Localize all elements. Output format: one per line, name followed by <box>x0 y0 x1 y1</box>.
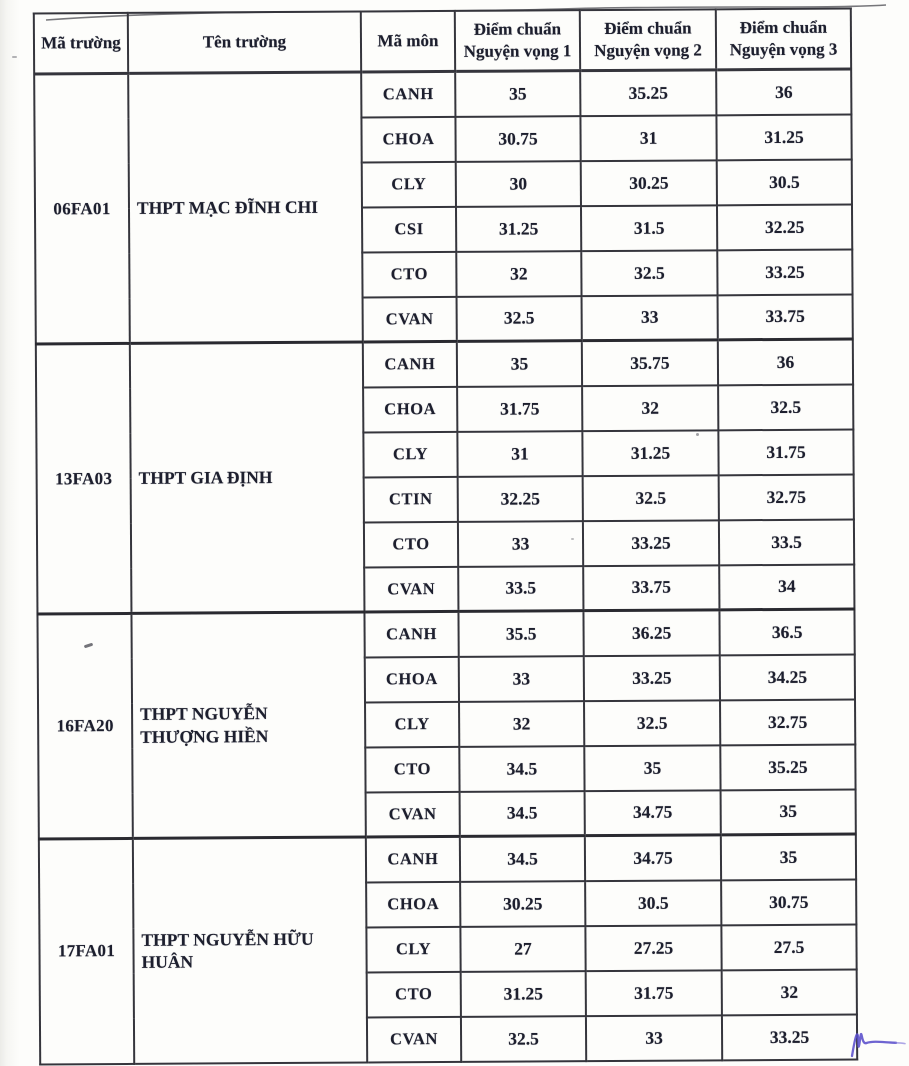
score-nv1-cell: 31 <box>457 431 582 477</box>
score-nv1-cell: 27 <box>460 926 585 972</box>
score-nv1-cell: 30 <box>456 161 581 207</box>
score-nv1-cell: 32 <box>456 251 581 297</box>
score-nv3-cell: 36 <box>718 339 853 385</box>
score-nv1-cell: 34.5 <box>460 836 585 882</box>
table-row <box>39 834 856 884</box>
subject-code-cell: CVAN <box>363 296 457 342</box>
score-nv3-cell: 32.5 <box>718 384 853 430</box>
score-nv2-cell: 33.25 <box>584 655 720 701</box>
score-nv3-cell: 31.75 <box>718 429 853 475</box>
subject-code-cell: CHOA <box>363 386 457 432</box>
score-nv2-cell: 35.75 <box>582 340 718 386</box>
score-nv3-cell: 31.25 <box>716 114 851 160</box>
score-nv1-cell: 34.5 <box>460 791 585 837</box>
subject-code-cell: CANH <box>361 71 455 117</box>
score-nv1-cell: 30.75 <box>455 116 580 162</box>
score-nv2-cell: 34.75 <box>585 835 721 881</box>
subject-code-cell: CTO <box>365 746 459 792</box>
header-score-nv3 <box>716 9 851 70</box>
subject-code-cell: CVAN <box>366 791 460 837</box>
score-nv3-cell: 36.5 <box>719 609 854 655</box>
score-nv3-cell: 35 <box>721 789 856 835</box>
school-code-cell: 16FA20 <box>37 613 132 839</box>
subject-code-cell: CLY <box>362 161 456 207</box>
table-header-row <box>34 9 851 74</box>
table-row <box>36 339 853 389</box>
scan-artifact <box>12 56 17 58</box>
header-score-nv1-line2: Nguyện vọng 1 <box>463 41 572 61</box>
score-nv1-cell: 32.25 <box>458 476 583 522</box>
school-name-cell: THPT NGUYỄN HỮU HUÂN <box>133 837 367 1063</box>
subject-code-cell: CVAN <box>367 1016 461 1062</box>
table-row <box>34 69 851 119</box>
subject-code-cell: CTO <box>364 521 458 567</box>
subject-code-cell: CLY <box>363 431 457 477</box>
score-nv2-cell: 30.25 <box>581 160 717 206</box>
header-score-nv2-line2: Nguyện vọng 2 <box>594 40 702 61</box>
score-nv3-cell: 34.25 <box>720 654 855 700</box>
score-nv1-cell: 30.25 <box>460 881 585 927</box>
subject-code-cell: CHOA <box>365 656 459 702</box>
score-nv2-cell: 31 <box>580 115 716 161</box>
school-code-cell: 13FA03 <box>36 343 132 614</box>
score-nv3-cell: 33.25 <box>717 249 852 295</box>
header-score-nv2 <box>580 9 716 70</box>
score-nv2-cell: 36.25 <box>583 610 719 656</box>
score-table <box>33 8 858 1065</box>
score-nv1-cell: 34.5 <box>459 746 584 792</box>
score-nv3-cell: 33.5 <box>719 519 854 565</box>
school-name-cell: THPT MẠC ĐĨNH CHI <box>128 72 363 343</box>
school-code-cell: 17FA01 <box>39 838 134 1064</box>
score-nv1-cell: 35.5 <box>458 611 583 657</box>
score-nv2-cell: 33 <box>586 1015 722 1061</box>
score-nv2-cell: 35 <box>584 745 720 791</box>
score-nv2-cell: 30.5 <box>585 880 721 926</box>
score-nv3-cell: 32.75 <box>720 699 855 745</box>
subject-code-cell: CTIN <box>364 476 458 522</box>
score-nv3-cell: 35 <box>721 834 856 880</box>
score-nv1-cell: 32.5 <box>461 1016 586 1062</box>
score-nv2-cell: 27.25 <box>585 925 721 971</box>
score-nv1-cell: 32.5 <box>457 296 582 342</box>
subject-code-cell: CLY <box>366 926 460 972</box>
score-nv2-cell: 31.25 <box>582 430 718 476</box>
header-score-nv1 <box>455 10 580 71</box>
score-nv3-cell: 32.25 <box>717 204 852 250</box>
score-nv1-cell: 31.25 <box>456 206 581 252</box>
header-school-code: Mã trường <box>34 13 128 74</box>
score-nv3-cell: 33.25 <box>722 1014 857 1060</box>
subject-code-cell: CVAN <box>364 566 458 612</box>
score-nv3-cell: 30.75 <box>721 879 856 925</box>
score-nv2-cell: 33.25 <box>583 520 719 566</box>
score-nv2-cell: 32.5 <box>583 475 719 521</box>
subject-code-cell: CANH <box>363 341 457 387</box>
score-nv1-cell: 33 <box>459 656 584 702</box>
header-score-nv3-line2: Nguyện vọng 3 <box>729 39 838 60</box>
score-nv1-cell: 35 <box>455 71 580 117</box>
header-school-name: Tên trường <box>128 12 361 74</box>
subject-code-cell: CSI <box>362 206 456 252</box>
score-nv2-cell: 34.75 <box>585 790 721 836</box>
table-row <box>37 609 854 659</box>
header-subject-code: Mã môn <box>361 11 455 72</box>
school-code-cell: 06FA01 <box>34 73 130 344</box>
subject-code-cell: CTO <box>362 251 456 297</box>
score-nv3-cell: 33.75 <box>718 294 853 340</box>
score-nv1-cell: 35 <box>457 341 582 387</box>
score-nv2-cell: 33 <box>582 295 718 341</box>
score-nv1-cell: 31.25 <box>461 971 586 1017</box>
score-nv3-cell: 35.25 <box>720 744 855 790</box>
header-score-nv1-line1: Điểm chuẩn <box>473 19 562 40</box>
subject-code-cell: CTO <box>367 971 461 1017</box>
score-nv2-cell: 32.5 <box>584 700 720 746</box>
header-score-nv3-line1: Điểm chuẩn <box>739 17 828 38</box>
score-nv2-cell: 31.5 <box>581 205 717 251</box>
score-nv1-cell: 32 <box>459 701 584 747</box>
score-nv2-cell: 35.25 <box>580 70 716 116</box>
score-nv1-cell: 33.5 <box>458 566 583 612</box>
score-nv2-cell: 31.75 <box>586 970 722 1016</box>
school-name-cell: THPT GIA ĐỊNH <box>130 342 365 613</box>
header-score-nv2-line1: Điểm chuẩn <box>604 18 692 39</box>
scan-artifact <box>696 433 699 436</box>
scan-artifact <box>571 538 574 540</box>
score-nv1-cell: 31.75 <box>457 386 582 432</box>
subject-code-cell: CANH <box>366 836 460 882</box>
subject-code-cell: CANH <box>364 611 458 657</box>
subject-code-cell: CHOA <box>361 116 455 162</box>
score-nv3-cell: 36 <box>716 69 851 115</box>
score-nv3-cell: 32.75 <box>719 474 854 520</box>
score-nv2-cell: 33.75 <box>583 565 719 611</box>
score-nv3-cell: 34 <box>719 564 854 610</box>
subject-code-cell: CLY <box>365 701 459 747</box>
score-nv2-cell: 32 <box>582 385 718 431</box>
score-nv3-cell: 32 <box>722 969 857 1015</box>
school-name-cell: THPT NGUYỄN THƯỢNG HIỀN <box>131 612 365 838</box>
subject-code-cell: CHOA <box>366 881 460 927</box>
score-nv3-cell: 27.5 <box>721 924 856 970</box>
score-nv2-cell: 32.5 <box>581 250 717 296</box>
score-nv3-cell: 30.5 <box>717 159 852 205</box>
score-nv1-cell: 33 <box>458 521 583 567</box>
